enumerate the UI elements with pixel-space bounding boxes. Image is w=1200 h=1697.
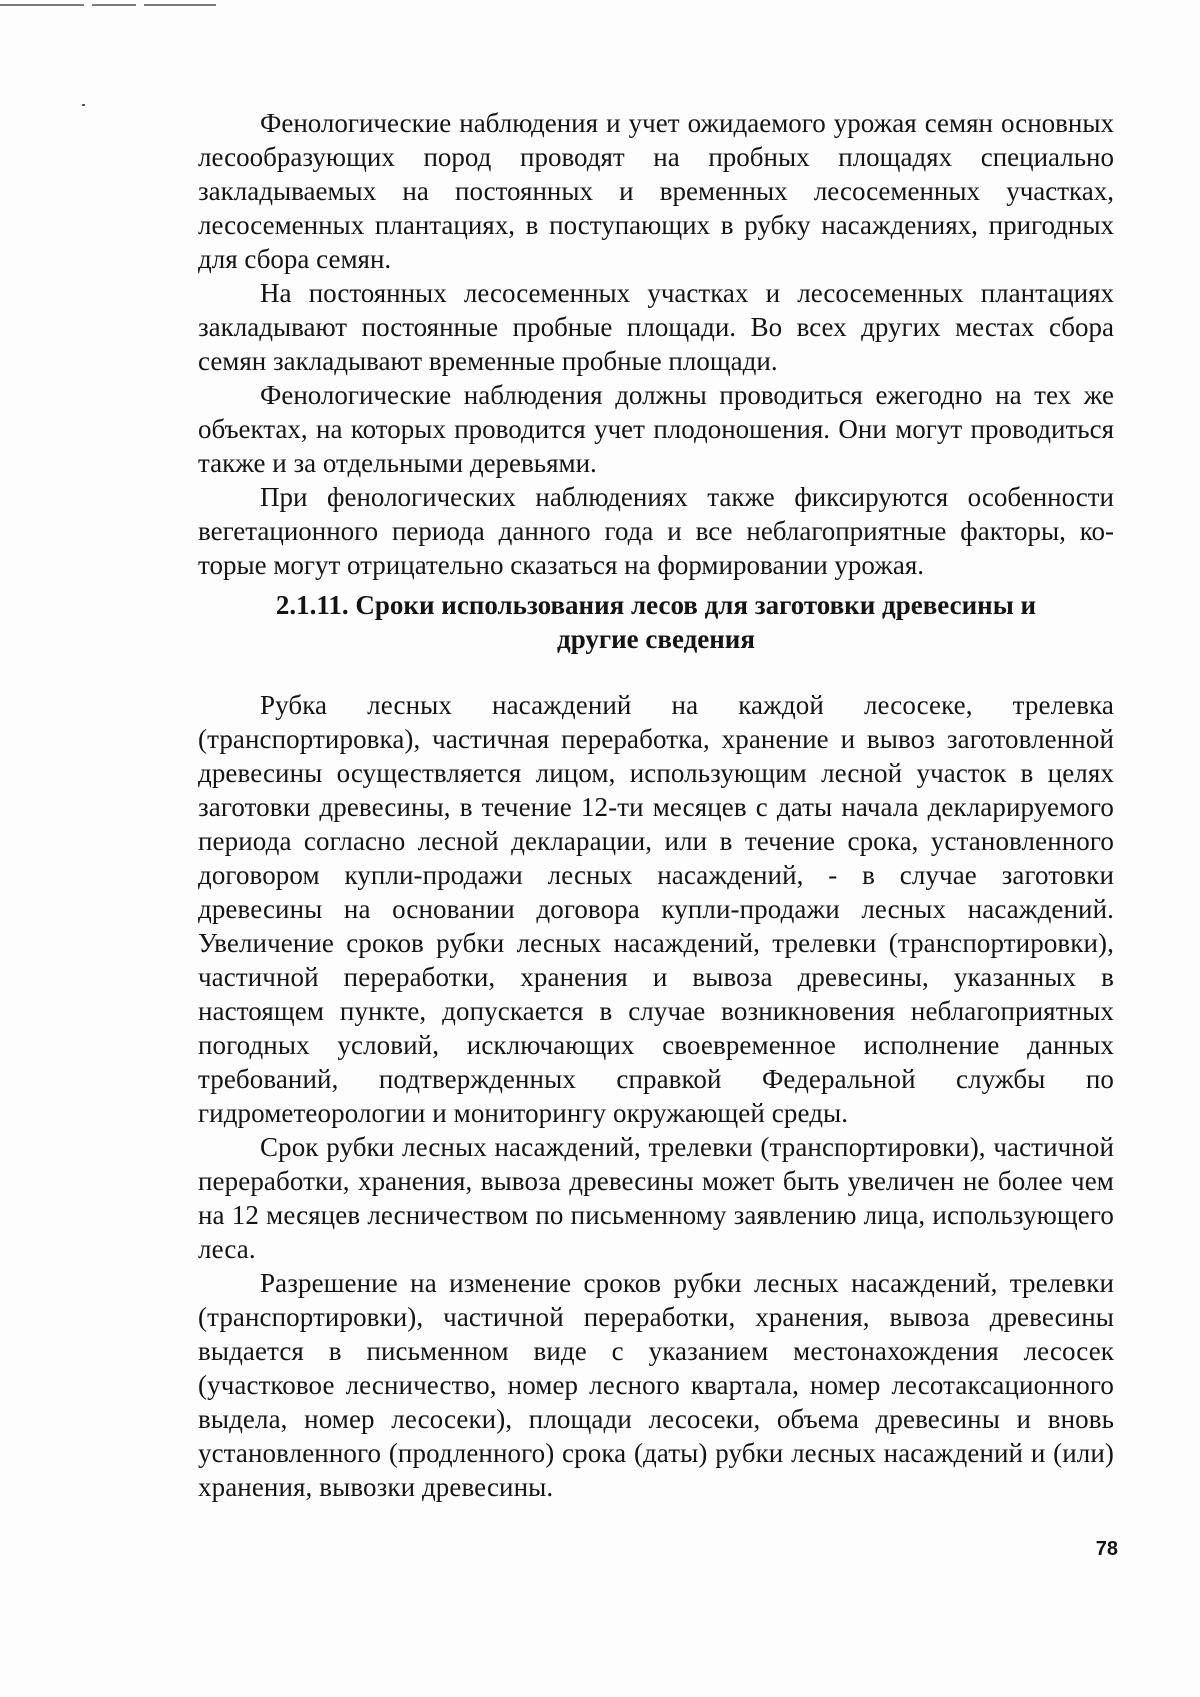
paragraph: При фенологических наблюдениях также фиксируются особенности вегетационного периода данного года и все неблагоприятные факторы, которые могут отрицательно сказаться на формировании урожая.: [198, 482, 1114, 580]
paragraph: Рубка лесных насаждений на каждой лесосеке, трелевка (транспортировка), частичная переработка, хранение и вывоз заготовленной древесины осуществляется лицом, использующим лесной участок в целях заготовки древесины, в течение 12-ти месяцев с даты начала декларируемого периода согласно лесной декларации, или в течение срока, установленного договором купли-продажи лесных насаждений, - в случае заготовки древесины на основании договора купли-продажи лесных насаждений. Увеличение сроков рубки лесных насаждений, трелевки (транспортировки), частичной переработки, хранения и вывоза древесины, указанных в настоящем пункте, допускается в случае возникновения неблагоприятных погодных условий, исключающих своевременное исполнение данных требований, подтвержденных справкой Федеральной службы по гидрометеорологии и мониторингу окружающей среды.: [198, 690, 1114, 1128]
page-number: 78: [1095, 1538, 1118, 1560]
scan-speck: [82, 104, 85, 106]
scan-edge-mark: [144, 4, 216, 6]
intro-text: [198, 106, 1114, 582]
paragraph: Фенологические наблюдения должны проводиться ежегодно на тех же объектах, на которых проводится учет плодоношения. Они могут проводиться также и за отдельными деревьями.: [198, 380, 1114, 478]
paragraph: Срок рубки лесных насаждений, трелевки (транспортировки), частичной переработки, хранения, вывоза древесины может быть увеличен не более чем на 12 месяцев лесничеством по письменному заявлению лица, использующего леса.: [198, 1132, 1114, 1264]
paragraph: Фенологические наблюдения и учет ожидаемого урожая семян основных лесообразующих пород проводят на пробных площадях специально закладываемых на постоянных и временных лесосеменных участках, лесосеменных плантациях, в поступающих в рубку насаждениях, пригодных для сбора семян.: [198, 108, 1114, 274]
section-heading: [198, 588, 1114, 656]
section-heading-line: другие сведения: [557, 624, 755, 654]
section-text: [198, 688, 1114, 1504]
scan-edge-mark: [0, 4, 84, 6]
paragraph: На постоянных лесосеменных участках и лесосеменных плантациях закладывают постоянные пробные площади. Во всех других местах сбора семян закладывают временные пробные площади.: [198, 278, 1114, 376]
section-heading-line: 2.1.11. Сроки использования лесов для заготовки древесины и: [275, 590, 1037, 620]
paragraph: Разрешение на изменение сроков рубки лесных насаждений, трелевки (транспортировки), частичной переработки, хранения, вывоза древесины выдается в письменном виде с указанием местонахождения лесосек (участковое лесничество, номер лесного квартала, номер лесотаксационного выдела, номер лесосеки), площади лесосеки, объема древесины и вновь установленного (продленного) срока (даты) рубки лесных насаждений и (или) хранения, вывозки древесины.: [198, 1268, 1114, 1502]
scan-edge-mark: [92, 4, 136, 6]
